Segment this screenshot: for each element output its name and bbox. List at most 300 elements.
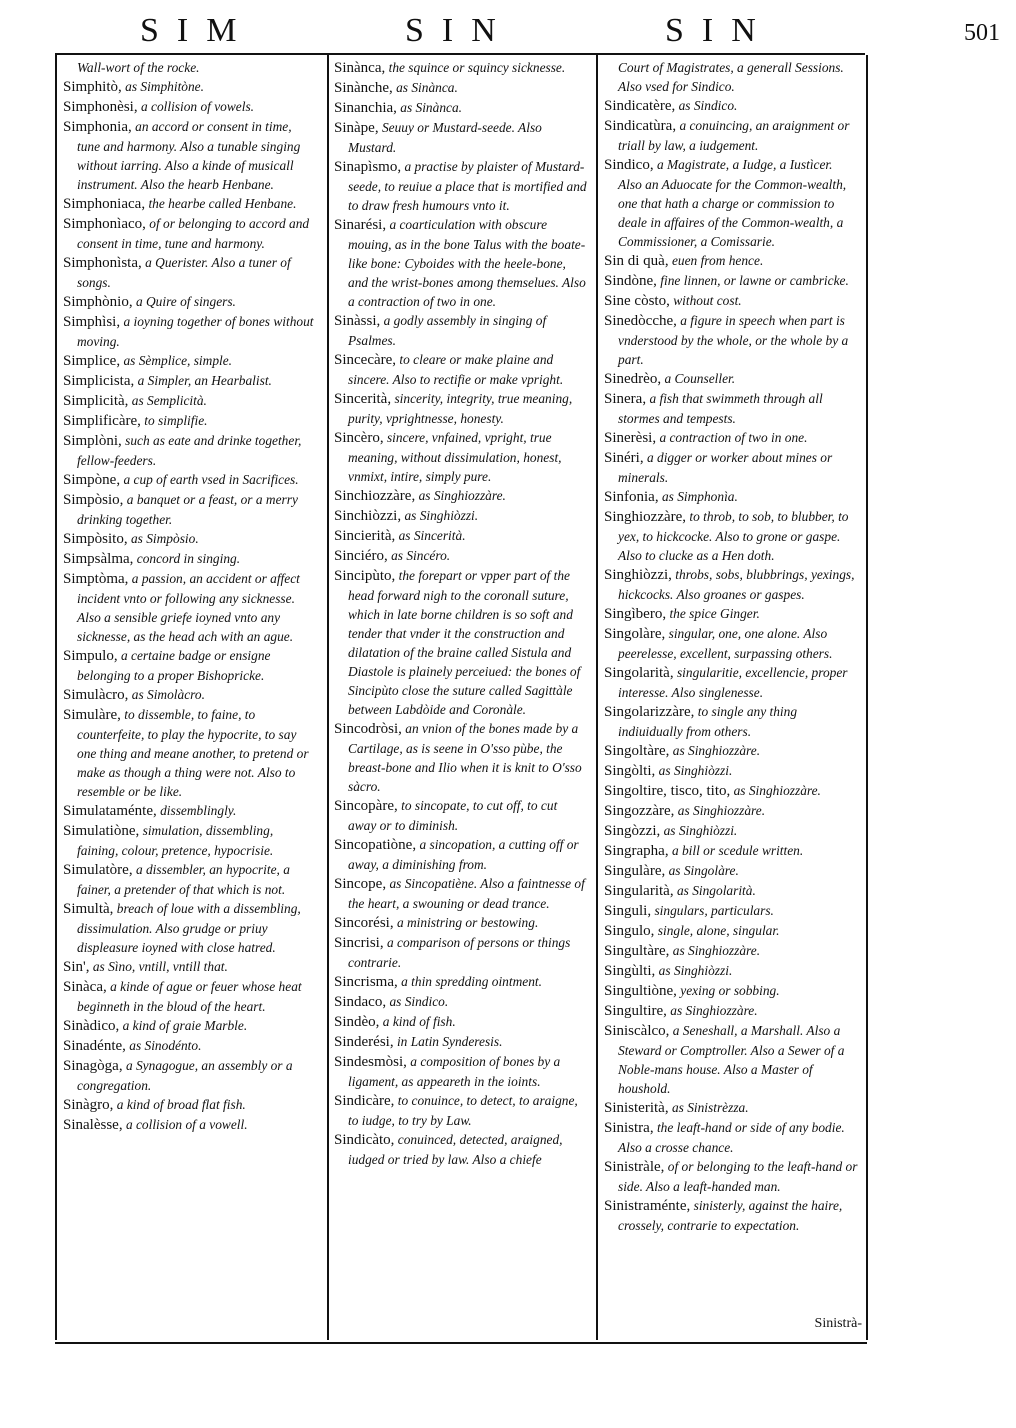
dictionary-entry xyxy=(334,972,588,992)
entry-headword: Sindico, xyxy=(604,157,654,173)
dictionary-entry xyxy=(604,901,858,921)
entry-headword: Sincerità, xyxy=(334,391,392,407)
catchword: Sinistrà- xyxy=(814,1316,862,1331)
dictionary-entry xyxy=(334,933,588,972)
entry-definition: breach of loue with a dissembling, dissimulation. Also grudge or priuy displeasure ioyned with close hatred. xyxy=(77,901,301,955)
entry-headword: Simplificàre, xyxy=(63,413,141,429)
dictionary-entry xyxy=(63,1095,317,1115)
entry-headword: Sinagòga, xyxy=(63,1058,123,1074)
entry-headword: Sinera, xyxy=(604,391,647,407)
column-2 xyxy=(334,58,588,1169)
dictionary-entry xyxy=(334,913,588,933)
dictionary-entry xyxy=(604,58,858,96)
running-head-left: SIM xyxy=(140,12,255,49)
entry-definition: the spice Ginger. xyxy=(669,606,760,621)
dictionary-entry xyxy=(334,1032,588,1052)
dictionary-entry xyxy=(604,941,858,961)
entry-definition: as Singhiozzàre. xyxy=(733,783,821,798)
dictionary-entry xyxy=(604,96,858,116)
dictionary-entry xyxy=(604,155,858,251)
entry-headword: Simphonia, xyxy=(63,119,132,135)
dictionary-entry xyxy=(334,796,588,835)
dictionary-entry xyxy=(334,350,588,389)
entry-headword: Singòzzi, xyxy=(604,823,661,839)
entry-definition: dissemblingly. xyxy=(160,803,237,818)
dictionary-entry xyxy=(334,506,588,526)
dictionary-entry xyxy=(334,566,588,719)
entry-definition: in Latin Synderesis. xyxy=(396,1034,503,1049)
entry-definition: a thin spredding ointment. xyxy=(401,974,542,989)
entry-definition: a Quire of singers. xyxy=(135,294,236,309)
entry-headword: Singuli, xyxy=(604,903,652,919)
entry-headword: Singìbero, xyxy=(604,606,667,622)
dictionary-entry xyxy=(63,549,317,569)
entry-definition: a contraction of two in one. xyxy=(659,430,808,445)
entry-definition: as Singhiòzzi. xyxy=(658,963,733,978)
dictionary-entry xyxy=(604,448,858,487)
entry-headword: Sinedrèo, xyxy=(604,371,662,387)
entry-definition: a kind of graie Marble. xyxy=(122,1018,248,1033)
entry-definition: a kind of broad flat fish. xyxy=(116,1097,246,1112)
entry-headword: Sindicàre, xyxy=(334,1093,395,1109)
dictionary-entry xyxy=(63,58,317,77)
dictionary-entry xyxy=(604,487,858,507)
entry-definition: conuinced, detected, araigned, iudged or tried by law. Also a chiefe xyxy=(348,1132,563,1167)
entry-definition: a banquet or a feast, or a merry drinking together. xyxy=(77,492,298,527)
entry-headword: Simplice, xyxy=(63,353,121,369)
entry-definition: to cleare or make plaine and sincere. Also to rectifie or make vpright. xyxy=(348,352,564,387)
dictionary-entry xyxy=(334,526,588,546)
entry-definition: to dissemble, to faine, to counterfeite, to play the hypocrite, to say one thing and meane another, to pretend or make as though a thing were not. Also to resemble or be like. xyxy=(77,707,309,799)
entry-definition: as Simpòsio. xyxy=(130,531,199,546)
dictionary-entry xyxy=(604,1098,858,1118)
dictionary-entry xyxy=(63,214,317,253)
entry-definition: such as eate and drinke together, fellow-feeders. xyxy=(77,433,302,468)
entry-headword: Simptòma, xyxy=(63,571,129,587)
entry-definition: of or belonging to the leaft-hand or side. Also a leaft-handed man. xyxy=(618,1159,858,1194)
entry-headword: Sindicatùra, xyxy=(604,118,677,134)
dictionary-entry xyxy=(604,663,858,702)
entry-definition: the squince or squincy sicknesse. xyxy=(388,60,566,75)
entry-definition: singular, one, one alone. Also peerelesse, excellent, surpassing others. xyxy=(618,626,833,661)
dictionary-entry xyxy=(334,78,588,98)
dictionary-entry xyxy=(604,821,858,841)
entry-headword: Simphònio, xyxy=(63,294,133,310)
dictionary-entry xyxy=(604,291,858,311)
entry-headword: Sinànca, xyxy=(334,60,386,76)
entry-headword: Singoltire, tisco, tito, xyxy=(604,783,731,799)
running-head-right: SIN xyxy=(665,12,774,49)
entry-definition: of or belonging to accord and consent in time, tune and harmony. xyxy=(77,216,310,251)
dictionary-entry xyxy=(604,428,858,448)
dictionary-entry xyxy=(604,921,858,941)
entry-definition: as Singhiozzàre. xyxy=(672,743,761,758)
dictionary-entry xyxy=(63,391,317,411)
entry-definition: as Simolàcro. xyxy=(131,687,205,702)
dictionary-entry xyxy=(63,117,317,194)
entry-headword: Sinapìsmo, xyxy=(334,159,402,175)
dictionary-entry xyxy=(604,981,858,1001)
dictionary-entry xyxy=(63,1016,317,1036)
entry-headword: Sindòne, xyxy=(604,273,657,289)
dictionary-entry xyxy=(334,835,588,874)
entry-definition: sinisterly, against the haire, crossely, contrarie to expectation. xyxy=(618,1198,843,1233)
entry-headword: Sinciéro, xyxy=(334,548,388,564)
entry-definition: the forepart or vpper part of the head forward nigh to the coronall suture, which in late borne children is so soft and tender that vnder it the construction and dilatation of the braine called Sistula and Diastole is plainely perceiued: the bones of Sincipùto close the suture called Sagittàle between Labdòide and Coronàle. xyxy=(348,568,581,717)
entry-definition: to conuince, to detect, to araigne, to iudge, to try by Law. xyxy=(348,1093,578,1128)
dictionary-entry xyxy=(604,961,858,981)
entry-definition: as Singhiozzàre. xyxy=(677,803,766,818)
entry-definition: a composition of bones by a ligament, as appeareth in the ioints. xyxy=(348,1054,561,1089)
entry-headword: Singùlti, xyxy=(604,963,656,979)
dictionary-entry xyxy=(63,194,317,214)
dictionary-entry xyxy=(63,431,317,470)
dictionary-entry xyxy=(63,253,317,292)
entry-headword: Simulàre, xyxy=(63,707,121,723)
entry-headword: Singulo, xyxy=(604,923,655,939)
entry-definition: as Singolarità. xyxy=(676,883,756,898)
entry-definition: a collision of a vowell. xyxy=(125,1117,248,1132)
entry-headword: Singolàre, xyxy=(604,626,666,642)
entry-headword: Singhiozzàre, xyxy=(604,509,687,525)
entry-headword: Sinàssi, xyxy=(334,313,381,329)
entry-headword: Sindèo, xyxy=(334,1014,380,1030)
entry-headword: Sinàgro, xyxy=(63,1097,114,1113)
dictionary-entry xyxy=(604,369,858,389)
entry-definition: single, alone, singular. xyxy=(657,923,780,938)
dictionary-entry xyxy=(334,157,588,215)
entry-headword: Singòlti, xyxy=(604,763,656,779)
dictionary-entry xyxy=(334,118,588,157)
entry-definition: to single any thing indiuidually from others. xyxy=(618,704,798,739)
entry-headword: Simplòni, xyxy=(63,433,122,449)
entry-headword: Sincodròsi, xyxy=(334,721,402,737)
entry-headword: Simulatiòne, xyxy=(63,823,140,839)
entry-headword: Sincipùto, xyxy=(334,568,396,584)
entry-definition: as Semplicità. xyxy=(131,393,207,408)
dictionary-entry xyxy=(334,1091,588,1130)
entry-definition: as Sindico. xyxy=(678,98,738,113)
entry-definition: as Sincéro. xyxy=(391,548,451,563)
entry-headword: Singrapha, xyxy=(604,843,669,859)
entry-headword: Singulàre, xyxy=(604,863,666,879)
dictionary-entry xyxy=(604,251,858,271)
entry-headword: Sin', xyxy=(63,959,90,975)
entry-headword: Sinadénte, xyxy=(63,1038,126,1054)
entry-headword: Simultà, xyxy=(63,901,114,917)
entry-definition: singulars, particulars. xyxy=(654,903,774,918)
dictionary-entry xyxy=(63,312,317,351)
entry-headword: Simphoniaca, xyxy=(63,196,146,212)
entry-definition: a comparison of persons or things contrarie. xyxy=(348,935,571,970)
dictionary-entry xyxy=(63,801,317,821)
entry-definition: a coarticulation with obscure mouing, as in the bone Talus with the boate-like bone: Cyboides with the heele-bone, and the wrist-bones among themselues. Also a contraction of two in one. xyxy=(348,217,586,309)
entry-headword: Sincrisma, xyxy=(334,974,398,990)
dictionary-entry xyxy=(604,565,858,604)
entry-definition: as Sèmplice, simple. xyxy=(123,353,233,368)
dictionary-entry xyxy=(604,702,858,741)
entry-headword: Simphonìaco, xyxy=(63,216,146,232)
entry-headword: Simulatòre, xyxy=(63,862,133,878)
entry-definition: a conuincing, an araignment or triall by law, a iudgement. xyxy=(618,118,850,153)
dictionary-entry xyxy=(63,705,317,801)
dictionary-entry xyxy=(63,821,317,860)
entry-headword: Sindesmòsi, xyxy=(334,1054,407,1070)
dictionary-entry xyxy=(334,428,588,486)
bottom-rule xyxy=(55,1342,867,1344)
entry-definition: as Singhiozzàre. xyxy=(418,488,506,503)
entry-headword: Sincrisi, xyxy=(334,935,384,951)
dictionary-entry xyxy=(604,604,858,624)
entry-definition: a kind of fish. xyxy=(382,1014,456,1029)
entry-headword: Sindicatère, xyxy=(604,98,676,114)
entry-headword: Sincopàre, xyxy=(334,798,398,814)
entry-headword: Simphonèsi, xyxy=(63,99,138,115)
entry-definition: yexing or sobbing. xyxy=(680,983,780,998)
entry-headword: Simplicista, xyxy=(63,373,135,389)
dictionary-entry xyxy=(63,470,317,490)
entry-definition: an vnion of the bones made by a Cartilage, as is seene in O'sso pùbe, the breast-bone and Ilio when it is knit to O'sso sàcro. xyxy=(348,721,582,794)
entry-definition: a Querister. Also a tuner of songs. xyxy=(77,255,291,290)
entry-definition: as Singhiòzzi. xyxy=(663,823,738,838)
running-head-center: SIN xyxy=(405,12,514,49)
dictionary-entry xyxy=(63,411,317,431)
entry-headword: Sine còsto, xyxy=(604,293,670,309)
entry-definition: singularitie, excellencie, proper interesse. Also singlenesse. xyxy=(618,665,848,700)
column-3 xyxy=(604,58,858,1235)
entry-definition: as Simphitòne. xyxy=(125,79,204,94)
entry-definition: as Sindico. xyxy=(389,994,449,1009)
entry-headword: Simphitò, xyxy=(63,79,122,95)
dictionary-entry xyxy=(334,389,588,428)
entry-definition: a collision of vowels. xyxy=(140,99,255,114)
entry-headword: Sindicàto, xyxy=(334,1132,395,1148)
entry-definition: concord in singing. xyxy=(136,551,241,566)
entry-definition: simulation, dissembling, faining, colour, pretence, hypocrisie. xyxy=(77,823,274,858)
column-rule-1 xyxy=(55,55,57,1340)
entry-definition: as Singhiozzàre. xyxy=(672,943,761,958)
entry-headword: Singultire, xyxy=(604,1003,667,1019)
dictionary-entry xyxy=(63,569,317,646)
entry-definition: a figure in speech when part is vnderstood by the whole, or the whole by a part. xyxy=(618,313,849,367)
dictionary-entry xyxy=(63,490,317,529)
dictionary-entry xyxy=(334,486,588,506)
entry-headword: Singularità, xyxy=(604,883,674,899)
dictionary-entry xyxy=(63,860,317,899)
dictionary-entry xyxy=(334,992,588,1012)
entry-definition: as Singhiòzzi. xyxy=(404,508,479,523)
dictionary-entry xyxy=(63,529,317,549)
entry-definition: Seuuy or Mustard-seede. Also Mustard. xyxy=(348,120,542,155)
entry-headword: Simulataménte, xyxy=(63,803,157,819)
entry-headword: Simpulo, xyxy=(63,648,118,664)
entry-headword: Sindaco, xyxy=(334,994,387,1010)
entry-headword: Simpsàlma, xyxy=(63,551,134,567)
dictionary-entry xyxy=(63,1115,317,1135)
entry-headword: Sinfonia, xyxy=(604,489,659,505)
entry-definition: a passion, an accident or affect incident vnto or following any sicknesse. Also a sensible griefe ioyned vnto any sicknesse, as the head ach with an ague. xyxy=(77,571,300,644)
entry-definition: to throb, to sob, to blubber, to yex, to hickcocke. Also to grone or gaspe. Also to clucke as a Hen doth. xyxy=(618,509,849,563)
dictionary-entry xyxy=(334,1052,588,1091)
entry-headword: Singultiòne, xyxy=(604,983,677,999)
dictionary-entry xyxy=(604,507,858,565)
entry-headword: Sincierità, xyxy=(334,528,396,544)
dictionary-entry xyxy=(604,741,858,761)
entry-definition: a cup of earth vsed in Sacrifices. xyxy=(123,472,299,487)
entry-definition: a practise by plaister of Mustard-seede, to reuiue a place that is mortified and to draw fresh humours vnto it. xyxy=(348,159,587,213)
entry-definition: Court of Magistrates, a generall Sessions. Also vsed for Sindico. xyxy=(618,60,844,94)
entry-definition: fine linnen, or lawne or cambricke. xyxy=(660,273,849,288)
dictionary-entry xyxy=(604,1157,858,1196)
entry-headword: Simpòne, xyxy=(63,472,121,488)
entry-headword: Simpòsito, xyxy=(63,531,128,547)
entry-definition: as Sinànca. xyxy=(396,80,458,95)
entry-headword: Simphìsi, xyxy=(63,314,121,330)
dictionary-entry xyxy=(334,215,588,311)
dictionary-entry xyxy=(63,77,317,97)
entry-definition: a fish that swimmeth through all stormes and tempests. xyxy=(618,391,823,426)
entry-definition: a ministring or bestowing. xyxy=(396,915,539,930)
page-number: 501 xyxy=(964,20,1000,46)
dictionary-entry xyxy=(334,1130,588,1169)
entry-definition: as Sincerità. xyxy=(398,528,466,543)
entry-headword: Sinistra, xyxy=(604,1120,654,1136)
dictionary-entry xyxy=(604,624,858,663)
dictionary-entry xyxy=(63,292,317,312)
entry-definition: a certaine badge or ensigne belonging to a proper Bishopricke. xyxy=(77,648,271,683)
entry-headword: Sinalèsse, xyxy=(63,1117,123,1133)
dictionary-entry xyxy=(63,351,317,371)
entry-definition: a Seneshall, a Marshall. Also a Steward or Comptroller. Also a Sewer of a Noble-mans house. Also a Master of houshold. xyxy=(618,1023,845,1096)
entry-headword: Sinarési, xyxy=(334,217,387,233)
dictionary-entry xyxy=(604,1196,858,1235)
dictionary-entry xyxy=(334,874,588,913)
entry-definition: a sincopation, a cutting off or away, a diminishing from. xyxy=(348,837,579,872)
entry-definition: the hearbe called Henbane. xyxy=(148,196,297,211)
entry-definition: a dissembler, an hypocrite, a fainer, a pretender of that which is not. xyxy=(77,862,290,897)
dictionary-entry xyxy=(63,371,317,391)
entry-definition: throbs, sobs, blubbrings, yexings, hickcocks. Also groanes or gaspes. xyxy=(618,567,855,602)
entry-headword: Sinistràle, xyxy=(604,1159,665,1175)
entry-headword: Singolarità, xyxy=(604,665,674,681)
dictionary-entry xyxy=(604,841,858,861)
entry-definition: without cost. xyxy=(673,293,742,308)
entry-definition: as Singhiozzàre. xyxy=(670,1003,758,1018)
entry-definition: to simplifie. xyxy=(144,413,208,428)
dictionary-entry xyxy=(334,719,588,796)
dictionary-entry xyxy=(604,1001,858,1021)
entry-definition: a ioyning together of bones without moving. xyxy=(77,314,314,349)
entry-headword: Sincopatiòne, xyxy=(334,837,417,853)
entry-headword: Sinisterità, xyxy=(604,1100,669,1116)
entry-definition: a Counseller. xyxy=(664,371,736,386)
dictionary-entry xyxy=(63,1056,317,1095)
entry-headword: Singoltàre, xyxy=(604,743,670,759)
running-head xyxy=(100,12,1000,52)
dictionary-entry xyxy=(604,861,858,881)
dictionary-entry xyxy=(63,1036,317,1056)
dictionary-entry xyxy=(334,98,588,118)
entry-definition: as Simphonìa. xyxy=(661,489,738,504)
entry-headword: Sinàpe, xyxy=(334,120,379,136)
entry-headword: Simulàcro, xyxy=(63,687,129,703)
entry-headword: Siniscàlco, xyxy=(604,1023,670,1039)
entry-definition: as Singolàre. xyxy=(668,863,739,878)
entry-definition: as Sinànca. xyxy=(400,100,463,115)
dictionary-entry xyxy=(63,977,317,1016)
dictionary-entry xyxy=(604,116,858,155)
entry-definition: a digger or worker about mines or minerals. xyxy=(618,450,833,485)
column-rule-4 xyxy=(866,55,868,1340)
entry-definition: sincerity, integrity, true meaning, purity, vprightnesse, honesty. xyxy=(348,391,573,426)
entry-headword: Singozzàre, xyxy=(604,803,675,819)
entry-definition: Wall-wort of the rocke. xyxy=(77,60,200,75)
dictionary-entry xyxy=(334,311,588,350)
dictionary-entry xyxy=(604,1118,858,1157)
dictionary-entry xyxy=(604,1021,858,1098)
entry-headword: Sinchiòzzi, xyxy=(334,508,402,524)
entry-headword: Sincorési, xyxy=(334,915,394,931)
dictionary-entry xyxy=(63,899,317,957)
entry-definition: as Singhiòzzi. xyxy=(658,763,733,778)
dictionary-entry xyxy=(604,311,858,369)
dictionary-entry xyxy=(604,761,858,781)
entry-definition: euen from hence. xyxy=(671,253,764,268)
entry-headword: Sinéri, xyxy=(604,450,644,466)
entry-definition: to sincopate, to cut off, to cut away or to diminish. xyxy=(348,798,558,833)
entry-definition: sincere, vnfained, vpright, true meaning, without dissimulation, honest, vnmixt, intire, simply pure. xyxy=(348,430,562,484)
entry-headword: Sinderési, xyxy=(334,1034,394,1050)
column-1 xyxy=(63,58,317,1135)
entry-headword: Sinàca, xyxy=(63,979,107,995)
entry-headword: Sinàdico, xyxy=(63,1018,120,1034)
entry-headword: Sincèro, xyxy=(334,430,384,446)
entry-definition: as Sincopatiène. Also a faintnesse of the heart, a swouning or dead trance. xyxy=(348,876,585,911)
dictionary-entry xyxy=(604,781,858,801)
dictionary-entry xyxy=(63,97,317,117)
entry-headword: Sinerèsi, xyxy=(604,430,657,446)
entry-headword: Simphonìsta, xyxy=(63,255,142,271)
entry-definition: a bill or scedule written. xyxy=(671,843,804,858)
dictionary-entry xyxy=(334,58,588,78)
entry-headword: Singultàre, xyxy=(604,943,670,959)
dictionary-entry xyxy=(604,389,858,428)
column-rule-3 xyxy=(596,55,598,1340)
dictionary-entry xyxy=(63,957,317,977)
dictionary-entry xyxy=(604,801,858,821)
entry-headword: Sinchiozzàre, xyxy=(334,488,416,504)
entry-definition: a godly assembly in singing of Psalmes. xyxy=(348,313,547,348)
dictionary-entry xyxy=(604,271,858,291)
entry-headword: Sinedòcche, xyxy=(604,313,677,329)
dictionary-entry xyxy=(63,646,317,685)
dictionary-entry xyxy=(604,881,858,901)
entry-headword: Sin di quà, xyxy=(604,253,669,269)
entry-headword: Singolarizzàre, xyxy=(604,704,695,720)
entry-definition: the leaft-hand or side of any bodie. Also a crosse chance. xyxy=(618,1120,845,1155)
top-rule xyxy=(55,53,865,55)
entry-definition: a kinde of ague or feuer whose heat beginneth in the bloud of the heart. xyxy=(77,979,302,1014)
dictionary-entry xyxy=(63,685,317,705)
entry-definition: a Simpler, an Hearbalist. xyxy=(137,373,272,388)
entry-headword: Sinistraménte, xyxy=(604,1198,691,1214)
entry-definition: a Synagogue, an assembly or a congregation. xyxy=(77,1058,293,1093)
dictionary-entry xyxy=(334,1012,588,1032)
entry-headword: Sincecàre, xyxy=(334,352,397,368)
entry-definition: as Sinodénto. xyxy=(129,1038,202,1053)
entry-headword: Simpòsio, xyxy=(63,492,124,508)
entry-definition: a Magistrate, a Iudge, a Iustìcer. Also an Aduocate for the Common-wealth, one that hath a charge or commission to deale in affaires of the Common-wealth, a Commissioner, a Comissarie. xyxy=(618,157,847,249)
